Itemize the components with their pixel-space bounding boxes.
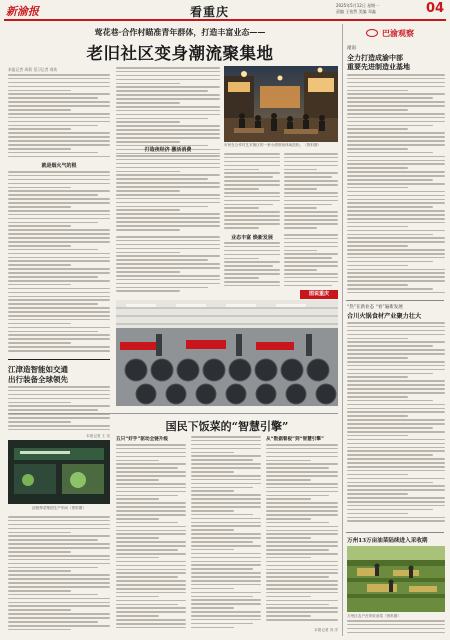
bottom-image [8, 440, 110, 504]
lead-subhead-2: 业态丰富 焕新发展 [231, 235, 273, 241]
factory-photo [116, 300, 338, 406]
right-story2-body [347, 322, 445, 530]
lead-body-col2c [116, 236, 220, 294]
bottom-subhead-1: 五只“好手”驱动全链升级 [116, 437, 168, 442]
side-story-title-2: 出行装备全球领先 [8, 375, 68, 384]
right-story2-kicker: “热”在新业态 “看”遍新发展 [347, 305, 403, 310]
right-rule-2 [346, 300, 444, 301]
lead-body-col3 [224, 153, 280, 233]
side-story-title-1: 江津造智能如交通 [8, 365, 68, 374]
bottom-body-col1 [116, 444, 186, 634]
masthead-rule [4, 19, 446, 21]
right-story3-body [347, 620, 445, 636]
masthead [0, 0, 450, 22]
lead-subhead-1: 打造夜经济 激活消费 [144, 147, 192, 153]
lead-photo-caption: 市民在合作村艺术街区的一家小酒馆前休闲放松。（资料图） [224, 143, 322, 147]
eye-icon [366, 29, 378, 37]
lead-headline: 老旧社区变身潮流聚集地 [86, 44, 274, 63]
right-story1-title-2: 重要先进制造业基地 [347, 62, 410, 71]
right-story3-title: 万州13万亩油菜陆续进入采收期 [347, 538, 428, 544]
lead-body-col1b [8, 171, 110, 357]
newspaper-logo: 新渝报 [6, 5, 39, 18]
bottom-headline: 国民下饭菜的“智慧引擎” [165, 420, 289, 433]
lead-body-col2b [116, 155, 220, 233]
right-tag [346, 26, 444, 42]
lead-subhead-3: 就是烟火气的根 [41, 163, 77, 169]
bottom-image-caption: 涪陵榨菜集团生产车间（资料图） [32, 506, 86, 510]
bottom-body-col3 [266, 444, 338, 626]
lead-kicker: 莺花巷·合作村瞄准青年群体，打造丰富业态—— [94, 27, 266, 37]
section-title: 看重庆 [190, 5, 230, 19]
lead-body-col4b [284, 234, 338, 290]
right-story1-place: 潼南 [347, 46, 356, 51]
lead-body-col4 [284, 153, 338, 233]
right-rule-3 [346, 532, 444, 533]
lead-body-col3b [224, 242, 280, 290]
side-story-byline: 本报记者 王 吴 [86, 434, 110, 438]
bottom-credit: 本报记者 刘 洋 [314, 628, 338, 632]
right-tag-label: 巴渝观察 [382, 29, 414, 38]
date-line: 2025年5月12日 星期一 [336, 3, 380, 8]
lead-photo-street [224, 66, 338, 142]
side-story-body [8, 386, 110, 432]
right-story2-title: 合川火锅食材产业聚力壮大 [347, 313, 422, 320]
right-story1-body [347, 74, 445, 298]
right-col-divider [342, 24, 343, 636]
lead-body-col2 [116, 67, 220, 157]
page-number: 04 [426, 1, 445, 16]
rapeseed-photo [347, 546, 445, 612]
right-story1-title-1: 全力打造成渝中部 [347, 53, 403, 62]
lead-body-col1 [8, 74, 110, 161]
bottom-body-col0 [8, 516, 110, 634]
side-story-rule [8, 359, 110, 360]
rapeseed-caption: 万州区农户在采收油菜（资料图） [347, 614, 401, 618]
bottom-subhead-3: 从“数据看板”到“智慧引擎” [266, 437, 325, 442]
lead-byline: 本报记者 周莉 见习记者 周欢 [8, 67, 58, 72]
bottom-body-col2 [191, 436, 261, 634]
edition-line: 责编 王怡然 美编 邓鑫 [336, 9, 376, 14]
photo-tag: 图说重庆 [300, 290, 338, 299]
bottom-top-rule [8, 413, 338, 414]
